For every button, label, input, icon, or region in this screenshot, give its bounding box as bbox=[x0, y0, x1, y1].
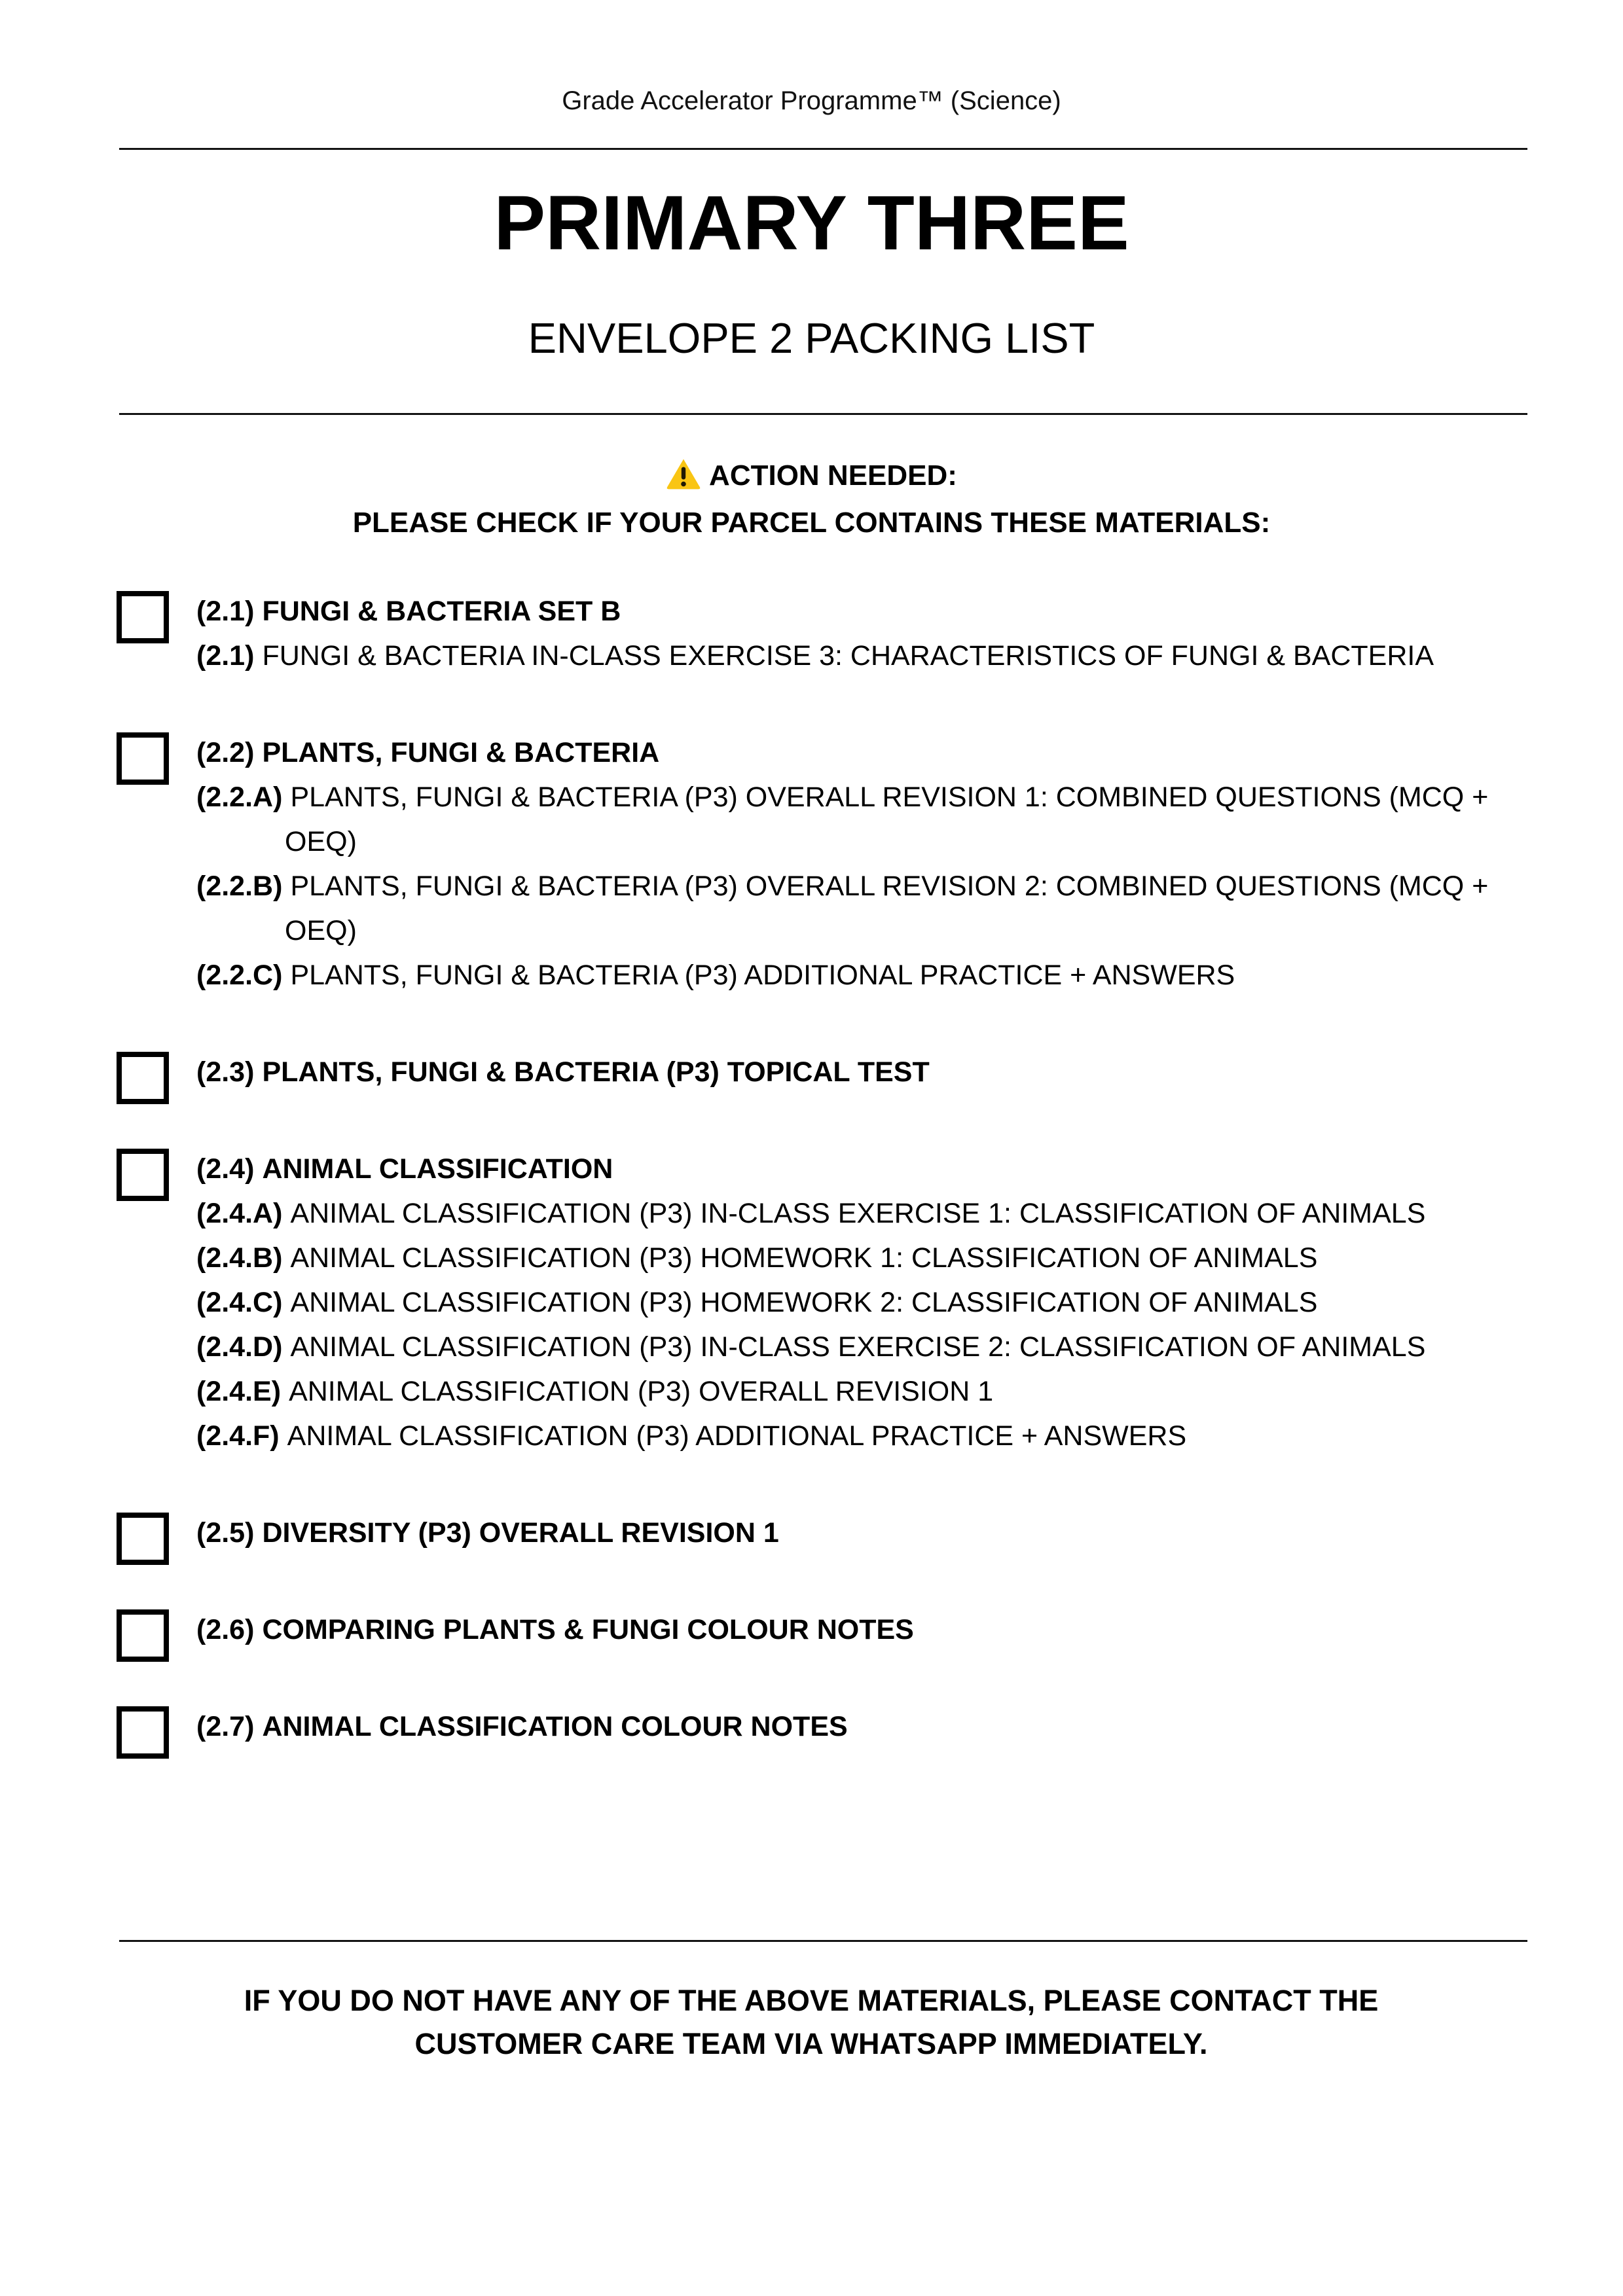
item-subline bbox=[196, 634, 1544, 678]
item-subline bbox=[196, 1369, 1544, 1414]
subitem-number: (2.4.D) bbox=[196, 1331, 283, 1363]
divider-top bbox=[119, 148, 1527, 150]
subitem-text: ANIMAL CLASSIFICATION (P3) OVERALL REVISION 1 bbox=[289, 1376, 994, 1407]
item-title-text: DIVERSITY (P3) OVERALL REVISION 1 bbox=[262, 1517, 779, 1549]
checkbox-2-4[interactable] bbox=[117, 1149, 169, 1201]
item-title bbox=[196, 1607, 1544, 1652]
action-heading: ACTION NEEDED: bbox=[709, 459, 957, 492]
page-title: PRIMARY THREE bbox=[494, 180, 1129, 266]
item-subline bbox=[196, 1414, 1544, 1458]
subitem-text: ANIMAL CLASSIFICATION (P3) IN-CLASS EXERCISE 1: CLASSIFICATION OF ANIMALS bbox=[290, 1198, 1426, 1229]
item-subline bbox=[196, 775, 1544, 864]
action-needed-block bbox=[0, 455, 1623, 544]
item-title-text: FUNGI & BACTERIA SET B bbox=[262, 596, 621, 627]
page-subtitle: ENVELOPE 2 PACKING LIST bbox=[528, 314, 1095, 362]
checklist-item-2-2 bbox=[117, 730, 1544, 997]
item-number: (2.3) bbox=[196, 1056, 255, 1088]
divider-bottom bbox=[119, 1940, 1527, 1942]
checkbox-2-3[interactable] bbox=[117, 1052, 169, 1104]
program-header: Grade Accelerator Programme™ (Science) bbox=[562, 86, 1061, 115]
item-title bbox=[196, 1050, 1544, 1094]
checkbox-2-1[interactable] bbox=[117, 591, 169, 643]
item-number: (2.2) bbox=[196, 737, 255, 768]
checklist-item-2-1 bbox=[117, 589, 1544, 678]
checklist-item-2-6 bbox=[117, 1607, 1544, 1652]
footer-contact-note: IF YOU DO NOT HAVE ANY OF THE ABOVE MATERIALS, PLEASE CONTACT THE CUSTOMER CARE TEAM VIA WHATSAPP IMMEDIATELY. bbox=[244, 1984, 1379, 2060]
item-subline bbox=[196, 1280, 1544, 1325]
checklist-item-2-7 bbox=[117, 1704, 1544, 1749]
item-subline bbox=[196, 1236, 1544, 1280]
item-subline bbox=[196, 1191, 1544, 1236]
checkbox-2-6[interactable] bbox=[117, 1609, 169, 1662]
item-subline bbox=[196, 864, 1544, 953]
subitem-number: (2.4.E) bbox=[196, 1376, 282, 1407]
subitem-number: (2.4.F) bbox=[196, 1420, 280, 1452]
item-title-text: ANIMAL CLASSIFICATION COLOUR NOTES bbox=[262, 1711, 848, 1742]
divider-middle bbox=[119, 413, 1527, 415]
subitem-text: ANIMAL CLASSIFICATION (P3) ADDITIONAL PRACTICE + ANSWERS bbox=[287, 1420, 1187, 1452]
subitem-number: (2.4.B) bbox=[196, 1242, 283, 1274]
item-title bbox=[196, 1511, 1544, 1555]
subitem-number: (2.1) bbox=[196, 640, 255, 672]
subitem-text: PLANTS, FUNGI & BACTERIA (P3) ADDITIONAL PRACTICE + ANSWERS bbox=[290, 960, 1235, 991]
item-title bbox=[196, 589, 1544, 634]
item-number: (2.6) bbox=[196, 1614, 255, 1645]
item-title-text: PLANTS, FUNGI & BACTERIA (P3) TOPICAL TEST bbox=[262, 1056, 930, 1088]
item-title bbox=[196, 1704, 1544, 1749]
subitem-text: PLANTS, FUNGI & BACTERIA (P3) OVERALL REVISION 1: COMBINED QUESTIONS (MCQ + OEQ) bbox=[285, 781, 1489, 857]
checklist-item-2-3 bbox=[117, 1050, 1544, 1094]
item-title-text: PLANTS, FUNGI & BACTERIA bbox=[262, 737, 660, 768]
subitem-number: (2.2.B) bbox=[196, 870, 283, 902]
checkbox-2-2[interactable] bbox=[117, 732, 169, 785]
checkbox-2-7[interactable] bbox=[117, 1706, 169, 1759]
subitem-number: (2.4.C) bbox=[196, 1287, 283, 1318]
action-instruction: PLEASE CHECK IF YOUR PARCEL CONTAINS THESE MATERIALS: bbox=[352, 507, 1271, 539]
item-title-text: ANIMAL CLASSIFICATION bbox=[262, 1153, 613, 1185]
subitem-text: ANIMAL CLASSIFICATION (P3) HOMEWORK 1: CLASSIFICATION OF ANIMALS bbox=[290, 1242, 1318, 1274]
item-number: (2.7) bbox=[196, 1711, 255, 1742]
item-subline bbox=[196, 1325, 1544, 1369]
item-title bbox=[196, 1147, 1544, 1191]
item-title bbox=[196, 730, 1544, 775]
subitem-number: (2.4.A) bbox=[196, 1198, 283, 1229]
checklist bbox=[117, 589, 1544, 1801]
item-subline bbox=[196, 953, 1544, 997]
subitem-number: (2.2.C) bbox=[196, 960, 283, 991]
item-title-text: COMPARING PLANTS & FUNGI COLOUR NOTES bbox=[262, 1614, 914, 1645]
checklist-item-2-5 bbox=[117, 1511, 1544, 1555]
subitem-text: PLANTS, FUNGI & BACTERIA (P3) OVERALL REVISION 2: COMBINED QUESTIONS (MCQ + OEQ) bbox=[285, 870, 1489, 946]
checkbox-2-5[interactable] bbox=[117, 1513, 169, 1565]
subitem-text: ANIMAL CLASSIFICATION (P3) IN-CLASS EXERCISE 2: CLASSIFICATION OF ANIMALS bbox=[290, 1331, 1426, 1363]
item-number: (2.4) bbox=[196, 1153, 255, 1185]
checklist-item-2-4 bbox=[117, 1147, 1544, 1458]
item-number: (2.5) bbox=[196, 1517, 255, 1549]
subitem-number: (2.2.A) bbox=[196, 781, 283, 813]
subitem-text: FUNGI & BACTERIA IN-CLASS EXERCISE 3: CHARACTERISTICS OF FUNGI & BACTERIA bbox=[262, 640, 1434, 672]
warning-triangle-icon bbox=[666, 457, 701, 502]
item-number: (2.1) bbox=[196, 596, 255, 627]
action-heading-line bbox=[0, 455, 1623, 502]
subitem-text: ANIMAL CLASSIFICATION (P3) HOMEWORK 2: CLASSIFICATION OF ANIMALS bbox=[290, 1287, 1318, 1318]
